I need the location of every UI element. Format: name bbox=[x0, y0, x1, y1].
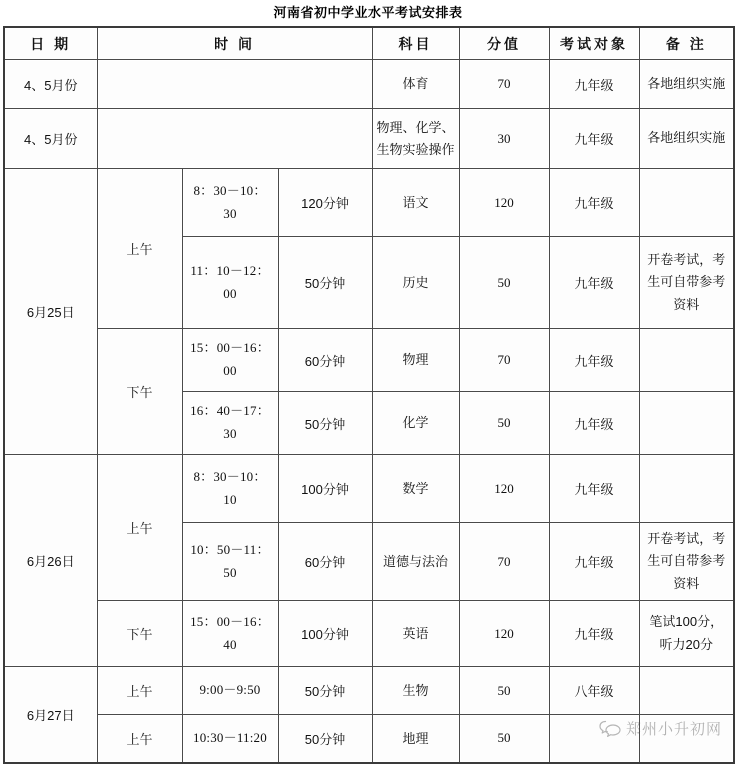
remark-line-3: 资料 bbox=[673, 575, 700, 591]
cell-duration: 60分钟 bbox=[278, 523, 372, 601]
cell-remark: 各地组织实施 bbox=[639, 60, 734, 109]
cell-duration: 100分钟 bbox=[278, 455, 372, 523]
header-time: 时 间 bbox=[97, 27, 372, 60]
table-row bbox=[4, 455, 734, 523]
cell-remark bbox=[639, 523, 734, 601]
time-line-1: 11：10－12： bbox=[190, 262, 270, 278]
cell-subject: 历史 bbox=[372, 237, 459, 329]
cell-time bbox=[182, 329, 278, 392]
cell-half-day: 上午 bbox=[97, 169, 182, 329]
cell-score: 50 bbox=[459, 237, 549, 329]
subject-line-2: 生物实验操作 bbox=[376, 141, 455, 157]
time-line-1: 8：30－10： bbox=[193, 182, 267, 198]
subject-line-1: 物理、化学、 bbox=[376, 120, 455, 136]
cell-subject: 英语 bbox=[372, 601, 459, 667]
time-line-2: 30 bbox=[223, 426, 237, 441]
time-line-2: 40 bbox=[223, 636, 237, 652]
header-subject: 科目 bbox=[372, 27, 459, 60]
cell-remark bbox=[639, 715, 734, 763]
cell-half-day: 上午 bbox=[97, 715, 182, 763]
cell-subject bbox=[372, 109, 459, 169]
cell-subject: 化学 bbox=[372, 392, 459, 455]
cell-duration: 50分钟 bbox=[278, 392, 372, 455]
watermark-label: 郑州小升初网 bbox=[625, 721, 722, 738]
cell-grade: 九年级 bbox=[549, 109, 639, 169]
cell-time bbox=[97, 60, 372, 109]
header-exam-target: 考试对象 bbox=[549, 27, 639, 60]
cell-date: 4、5月份 bbox=[4, 60, 97, 109]
cell-grade: 九年级 bbox=[549, 329, 639, 392]
cell-time bbox=[182, 601, 278, 667]
cell-subject: 物理 bbox=[372, 329, 459, 392]
time-line-1: 10：50－11： bbox=[190, 541, 270, 557]
table-row bbox=[4, 169, 734, 237]
cell-duration: 50分钟 bbox=[278, 237, 372, 329]
cell-grade: 九年级 bbox=[549, 523, 639, 601]
time-line-1: 8：30－10： bbox=[193, 468, 267, 484]
cell-half-day: 下午 bbox=[97, 601, 182, 667]
cell-date: 4、5月份 bbox=[4, 109, 97, 169]
cell-duration: 100分钟 bbox=[278, 601, 372, 667]
cell-subject: 生物 bbox=[372, 667, 459, 715]
time-line-1: 15：00－16： bbox=[190, 340, 270, 356]
cell-grade: 九年级 bbox=[549, 169, 639, 237]
cell-remark bbox=[639, 237, 734, 329]
cell-half-day: 下午 bbox=[97, 329, 182, 455]
cell-time bbox=[182, 392, 278, 455]
remark-line-1: 笔试100分， bbox=[649, 614, 724, 630]
cell-remark: 各地组织实施 bbox=[639, 109, 734, 169]
time-line-1: 15：00－16： bbox=[190, 613, 270, 629]
remark-line-2: 生可自带参考 bbox=[647, 553, 726, 569]
cell-remark bbox=[639, 329, 734, 392]
cell-time bbox=[182, 455, 278, 523]
cell-score: 120 bbox=[459, 601, 549, 667]
cell-half-day: 上午 bbox=[97, 455, 182, 601]
cell-duration: 50分钟 bbox=[278, 715, 372, 763]
cell-date: 6月25日 bbox=[4, 169, 97, 455]
cell-time bbox=[182, 523, 278, 601]
cell-time: 9:00－9:50 bbox=[182, 667, 278, 715]
cell-score: 70 bbox=[459, 523, 549, 601]
cell-remark bbox=[639, 392, 734, 455]
table-row bbox=[4, 601, 734, 667]
cell-remark bbox=[639, 667, 734, 715]
cell-date: 6月27日 bbox=[4, 667, 97, 763]
time-line-2: 00 bbox=[223, 285, 237, 301]
cell-subject: 语文 bbox=[372, 169, 459, 237]
cell-duration: 60分钟 bbox=[278, 329, 372, 392]
cell-subject: 道德与法治 bbox=[372, 523, 459, 601]
table-row bbox=[4, 60, 734, 109]
cell-time bbox=[182, 237, 278, 329]
cell-grade: 九年级 bbox=[549, 237, 639, 329]
cell-grade bbox=[549, 715, 639, 763]
header-date: 日 期 bbox=[4, 27, 97, 60]
table-row bbox=[4, 329, 734, 392]
cell-date: 6月26日 bbox=[4, 455, 97, 667]
cell-score: 70 bbox=[459, 329, 549, 392]
cell-score: 70 bbox=[459, 60, 549, 109]
cell-subject: 地理 bbox=[372, 715, 459, 763]
remark-line-3: 资料 bbox=[673, 296, 700, 312]
time-line-1: 16：40－17： bbox=[190, 403, 270, 419]
cell-score: 120 bbox=[459, 455, 549, 523]
cell-subject: 数学 bbox=[372, 455, 459, 523]
cell-time: 10:30－11:20 bbox=[182, 715, 278, 763]
remark-line-2: 听力20分 bbox=[659, 636, 714, 652]
table-header-row bbox=[4, 27, 734, 60]
cell-score: 120 bbox=[459, 169, 549, 237]
cell-grade: 九年级 bbox=[549, 455, 639, 523]
time-line-2: 10 bbox=[223, 491, 237, 507]
cell-score: 50 bbox=[459, 392, 549, 455]
time-line-2: 50 bbox=[223, 564, 237, 580]
cell-subject: 体育 bbox=[372, 60, 459, 109]
cell-remark bbox=[639, 169, 734, 237]
table-row bbox=[4, 715, 734, 763]
remark-line-1: 开卷考试，考 bbox=[647, 252, 726, 268]
cell-score: 50 bbox=[459, 715, 549, 763]
table-row bbox=[4, 667, 734, 715]
cell-time bbox=[182, 169, 278, 237]
remark-line-2: 生可自带参考 bbox=[647, 274, 726, 290]
time-line-2: 00 bbox=[223, 363, 237, 378]
exam-schedule-table bbox=[3, 26, 735, 764]
remark-line-1: 开卷考试，考 bbox=[647, 531, 726, 547]
cell-time bbox=[97, 109, 372, 169]
time-line-2: 30 bbox=[223, 205, 237, 221]
header-remark: 备 注 bbox=[639, 27, 734, 60]
cell-grade: 八年级 bbox=[549, 667, 639, 715]
cell-grade: 九年级 bbox=[549, 601, 639, 667]
cell-grade: 九年级 bbox=[549, 60, 639, 109]
page-title: 河南省初中学业水平考试安排表 bbox=[273, 5, 463, 20]
cell-score: 50 bbox=[459, 667, 549, 715]
header-score: 分值 bbox=[459, 27, 549, 60]
cell-half-day: 上午 bbox=[97, 667, 182, 715]
cell-remark bbox=[639, 455, 734, 523]
cell-duration: 120分钟 bbox=[278, 169, 372, 237]
cell-duration: 50分钟 bbox=[278, 667, 372, 715]
cell-grade: 九年级 bbox=[549, 392, 639, 455]
table-row bbox=[4, 109, 734, 169]
cell-score: 30 bbox=[459, 109, 549, 169]
cell-remark bbox=[639, 601, 734, 667]
